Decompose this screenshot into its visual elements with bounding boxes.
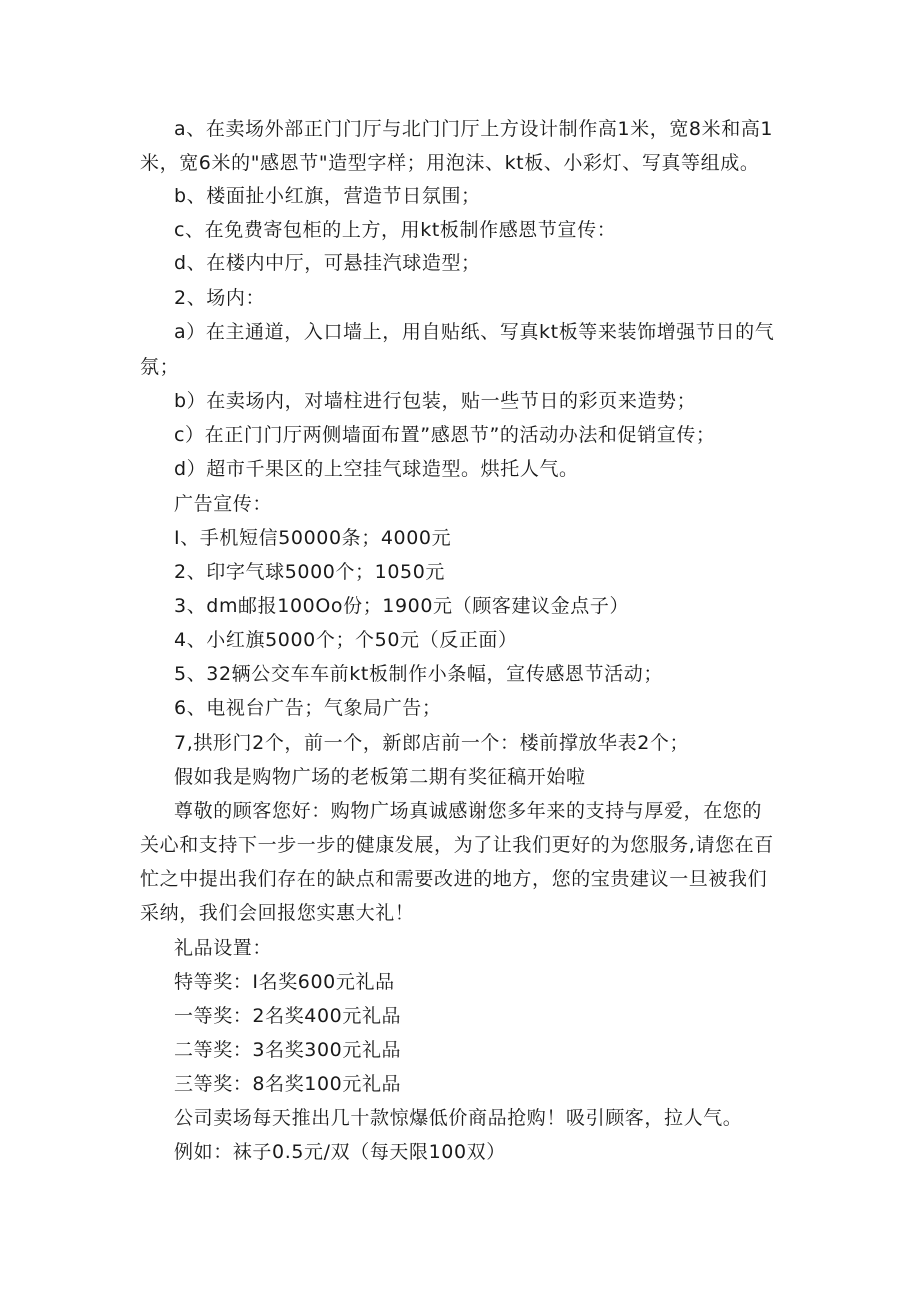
text-line: a）在主通道，入口墙上，用自贴纸、写真kt板等来装饰增强节日的气 <box>174 321 775 343</box>
list-item: 7,拱形门2个，前一个，新郎店前一个：楼前撑放华表2个； <box>174 732 690 754</box>
list-item: I、手机短信50000条；4000元 <box>174 527 452 549</box>
text-line: b、楼面扯小红旗，营造节日氛围； <box>174 185 481 207</box>
text-line: 采纳，我们会回报您实惠大礼！ <box>140 902 415 924</box>
text-line: 例如：袜子0.5元/双（每天限100双） <box>174 1141 506 1163</box>
list-item: 2、印字气球5000个；1050元 <box>174 561 445 583</box>
section-heading: 假如我是购物广场的老板第二期有奖征稿开始啦 <box>174 766 586 788</box>
list-item: 三等奖：8名奖100元礼品 <box>174 1073 402 1095</box>
list-item: 4、小红旗5000个；个50元（反正面） <box>174 629 518 651</box>
list-item: 6、电视台广告；气象局广告； <box>174 697 442 719</box>
text-line: 氛； <box>140 356 180 378</box>
text-line: c）在正门门厅两侧墙面布置”感恩节”的活动办法和促销宣传； <box>174 424 716 446</box>
text-line: c、在免费寄包柜的上方，用kt板制作感恩节宣传： <box>174 219 617 241</box>
text-line: 米，宽6米的"感恩节"造型字样；用泡沫、kt板、小彩灯、写真等组成。 <box>140 152 760 174</box>
text-line: b）在卖场内，对墙柱进行包装，贴一些节日的彩页来造势； <box>174 390 697 412</box>
text-line: a、在卖场外部正门门厅与北门门厅上方设计制作高1米，宽8米和高1 <box>174 118 774 140</box>
list-item: 一等奖：2名奖400元礼品 <box>174 1005 402 1027</box>
text-line: d）超市千果区的上空挂气球造型。烘托人气。 <box>174 458 579 480</box>
list-item: 二等奖：3名奖300元礼品 <box>174 1039 402 1061</box>
section-heading: 广告宣传： <box>174 493 273 515</box>
text-line: 关心和支持下一步一步的健康发展，为了让我们更好的为您服务,请您在百 <box>140 834 774 856</box>
text-line: 忙之中提出我们存在的缺点和需要改进的地方，您的宝贵建议一旦被我们 <box>140 868 768 890</box>
list-item: 3、dm邮报100Oo份；1900元（顾客建议金点子） <box>174 595 630 617</box>
list-item: 5、32辆公交车车前kt板制作小条幅，宣传感恩节活动； <box>174 663 663 685</box>
text-line: 尊敬的顾客您好：购物广场真诚感谢您多年来的支持与厚爱，在您的 <box>174 800 763 822</box>
text-line: d、在楼内中厅，可悬挂汽球造型； <box>174 252 481 274</box>
section-heading: 2、场内： <box>174 287 266 309</box>
text-line: 公司卖场每天推出几十款惊爆低价商品抢购！吸引顾客，拉人气。 <box>174 1107 743 1129</box>
list-item: 特等奖：I名奖600元礼品 <box>174 971 395 993</box>
section-heading: 礼品设置： <box>174 937 273 959</box>
